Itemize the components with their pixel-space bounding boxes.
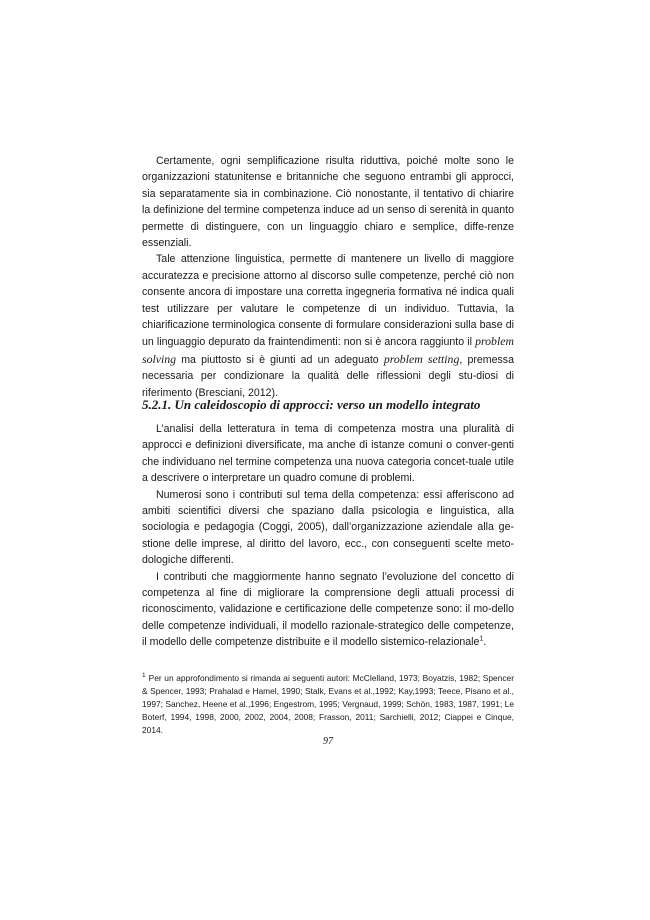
footnote-text: Per un approfondimento si rimanda ai seguenti autori: McClelland, 1973; Boyatzis, 1982; Spencer & Spencer, 1993; Prahalad e Hamel, 1990; Stalk, Evans et al.,1992; Kay,1993; Teece, Pisano et al., 1997; Sanchez, Heene et al.,1996; Engestrom, 1995; Vergnaud, 1999; Schön, 1983, 1987, 1991; Le Boterf, 1994, 1998, 2000, 2002, 2004, 2008; Frasson, 2011; Sarchielli, 2012; Ciappei e Cinque, 2014. — [142, 673, 514, 735]
page-number: 97 — [323, 736, 333, 747]
footnote-number: 1 — [142, 672, 146, 680]
italic-term: problem solving — [142, 334, 514, 366]
text-block-intro — [142, 153, 514, 401]
italic-term: problem setting — [383, 351, 460, 366]
text-block-section — [142, 421, 514, 651]
paragraph-contributi: Numerosi sono i contributi sul tema della competenza: essi afferiscono ad ambiti scientifici diversi che spaziano dalla psicologia e linguistica, alla sociologia e pedagogia (Coggi, 2005), dall’organizzazione aziendale alla ge-stione delle imprese, al diritto del lavoro, ecc., con conseguenti scelte meto-dologiche differenti. — [142, 488, 514, 567]
paragraph-text: , premessa necessaria per condizionare la qualità delle riflessioni degli stu-diosi di riferimento (Bresciani, 2012). — [142, 353, 514, 399]
paragraph-modelli — [142, 569, 514, 651]
paragraph-text: Tale attenzione linguistica, permette di mantenere un livello di maggiore accuratezza e precisione attorno al discorso sulle competenze, perché ciò non consente ancora di impostare una corretta ingegneria formativa né indica quali test utilizzare per valutare le competenze di un individuo. Tuttavia, la chiarificazione terminologica consente di formulare considerazioni sulla base di un linguaggio depurato da fraintendimenti: non si è ancora raggiunto il — [142, 253, 514, 349]
paragraph-text: . — [483, 636, 487, 649]
paragraph-semplificazione: Certamente, ogni semplificazione risulta riduttiva, poiché molte sono le organizzazioni statunitense e britanniche che seguono entrambi gli approcci, sia separatamente sia in combinazione. Ciò nonostante, il tentativo di chiarire la definizione del termine competenza induce ad un senso di serenità in quanto permette di distinguere, con un linguaggio chiaro e semplice, diffe-renze essenziali. — [142, 155, 514, 250]
paragraph-analisi-letteratura: L’analisi della letteratura in tema di competenza mostra una pluralità di approcci e definizioni diversificate, ma anche di istanze comuni o conver-genti che individuano nel termine competenza una nuova categoria concet-tuale utile a descrivere o interpretare un quadro comune di problemi. — [142, 423, 514, 485]
footnote-reference[interactable]: 1 — [479, 635, 484, 643]
footnote — [142, 672, 514, 737]
paragraph-text: ma piuttosto si è giunti ad un adeguato — [181, 353, 379, 366]
section-heading: 5.2.1. Un caleidoscopio di approcci: verso un modello integrato — [142, 397, 481, 412]
paragraph-text: I contributi che maggiormente hanno segnato l’evoluzione del concetto di competenza al fine di migliorare la comprensione degli attuali processi di riconoscimento, validazione e certificazione delle competenze sono: il mo-dello delle competenze individuali, il modello razionale-strategico delle competenze, il modello delle competenze distribuite e il modello sistemico-relazionale — [142, 570, 514, 649]
paragraph-attenzione-linguistica — [142, 251, 514, 401]
